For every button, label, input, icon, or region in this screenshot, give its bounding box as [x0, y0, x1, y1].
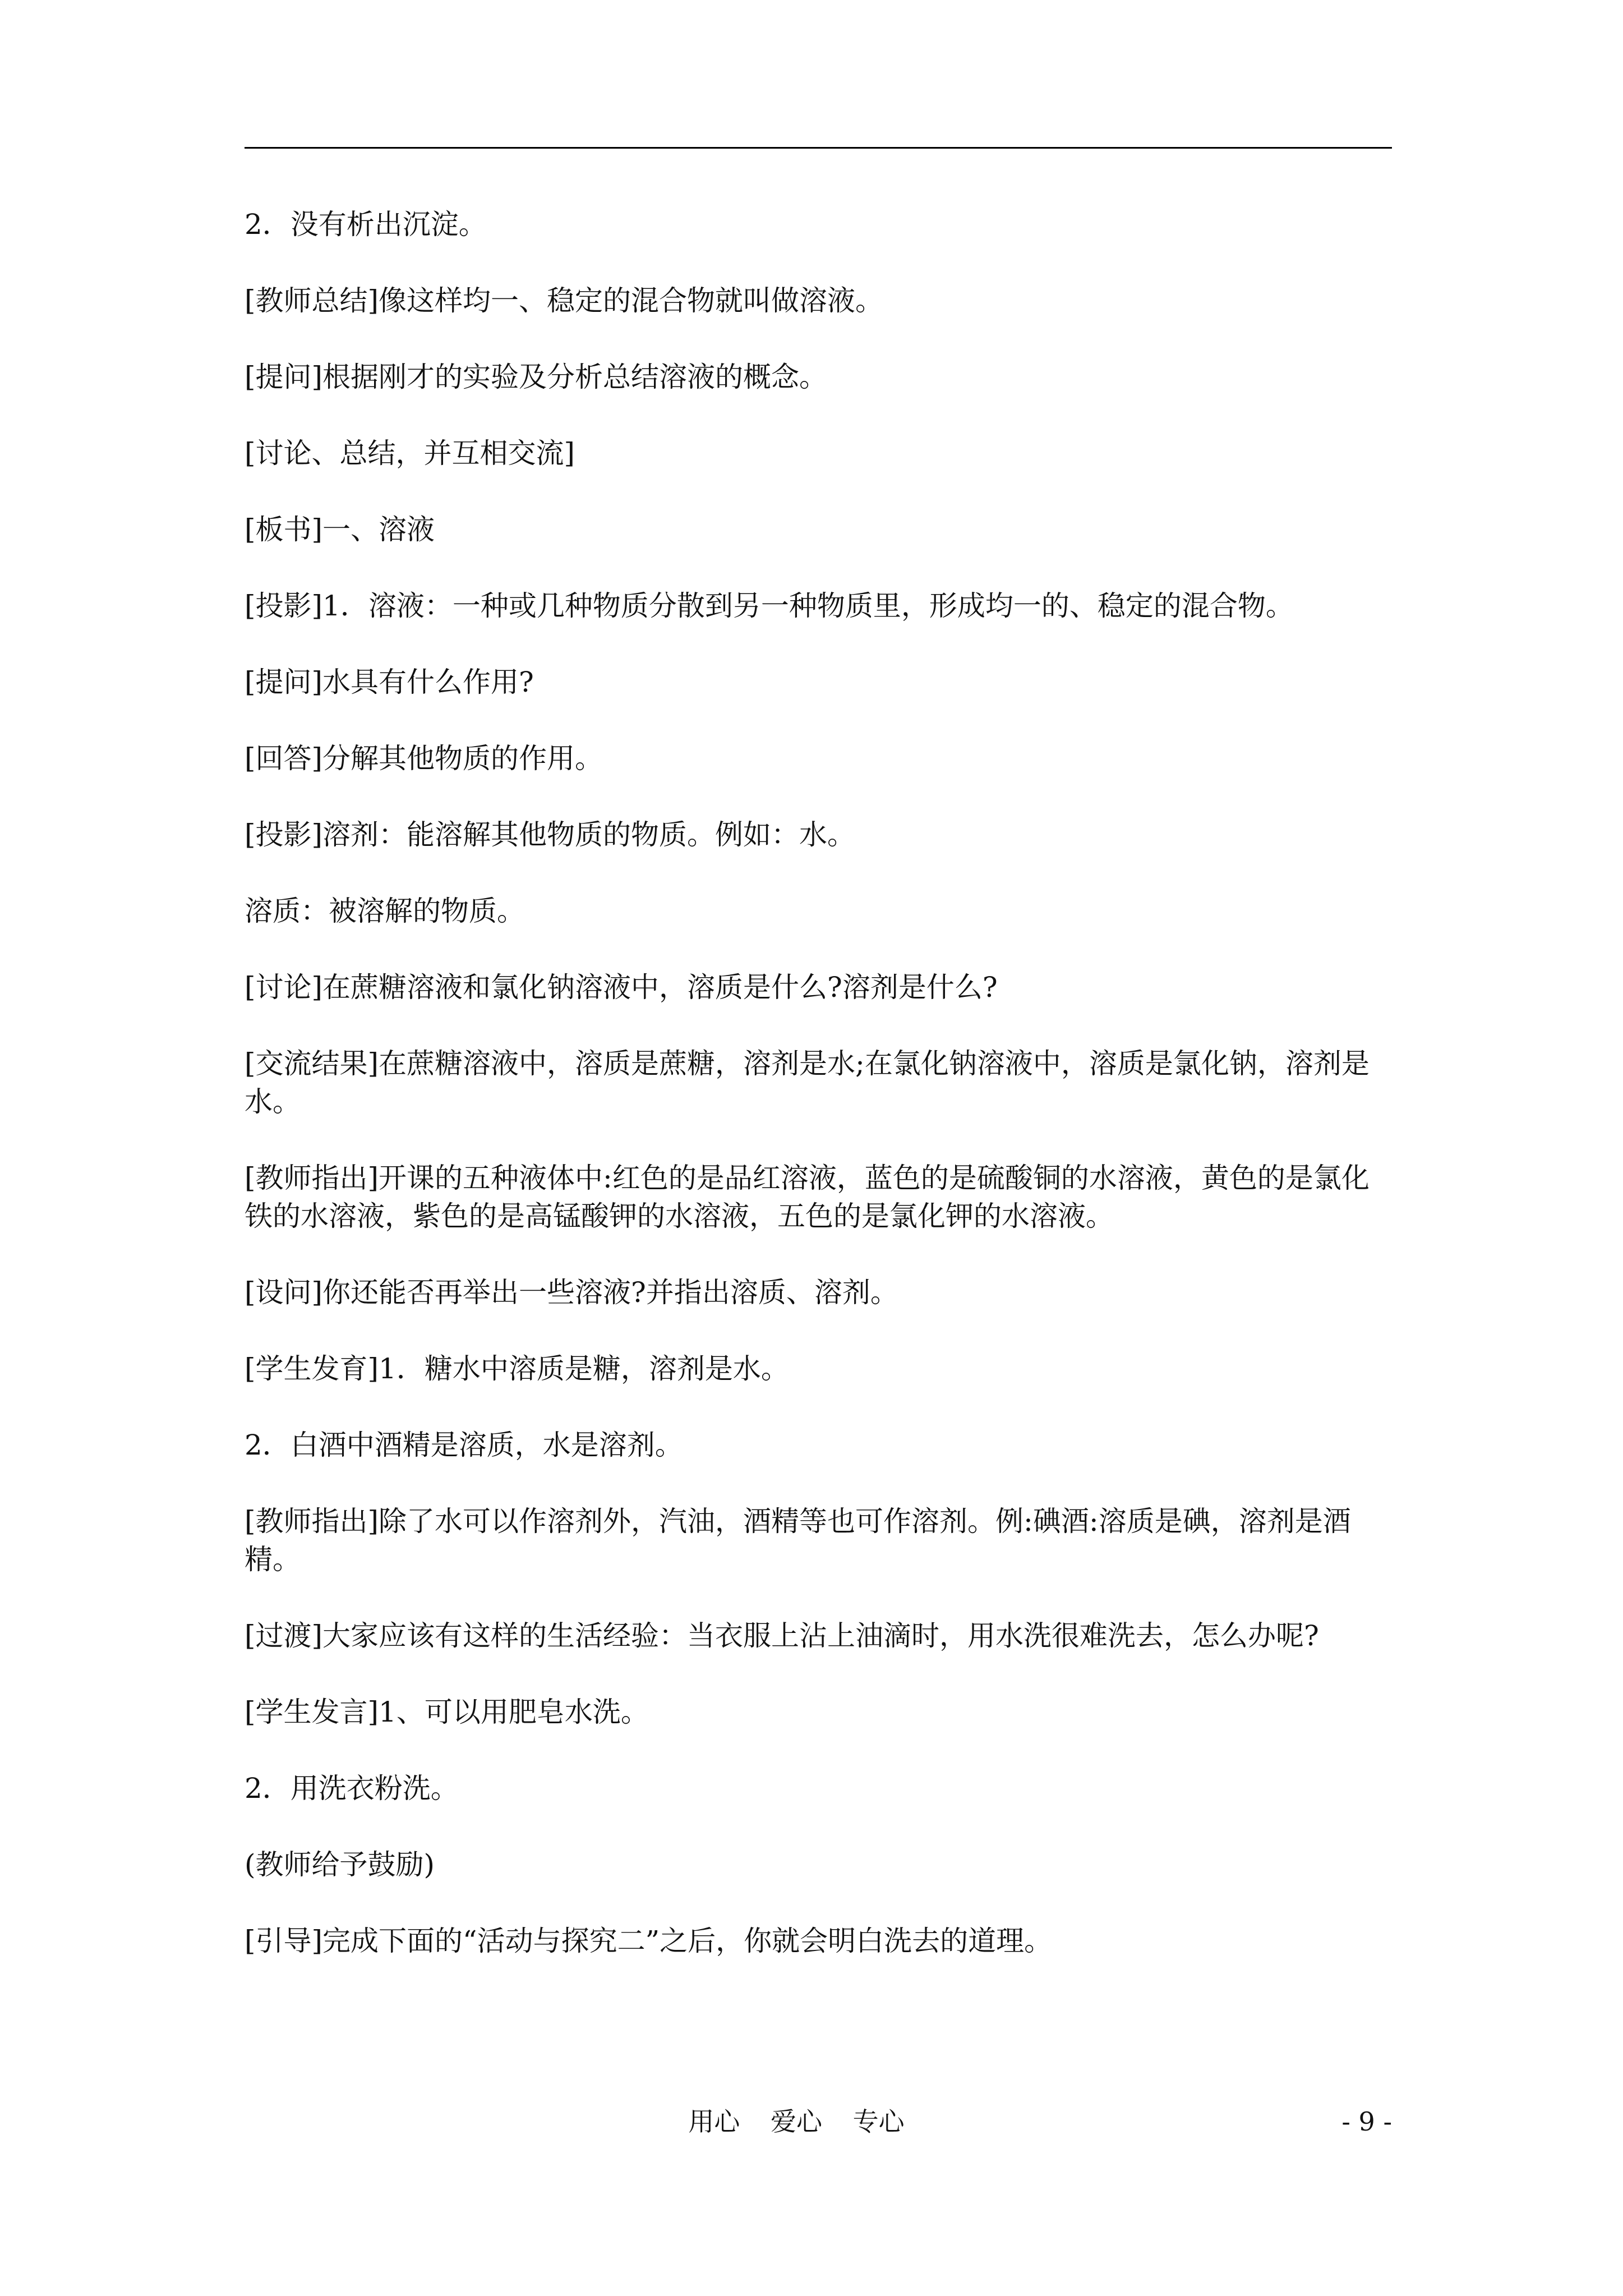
paragraph: 2．没有析出沉淀。	[245, 208, 487, 241]
paragraph: [过渡]大家应该有这样的生活经验：当衣服上沾上油滴时，用水洗很难洗去，怎么办呢?	[245, 1619, 1319, 1652]
paragraph: [投影]溶剂：能溶解其他物质的物质。例如：水。	[245, 818, 856, 851]
paragraph: [设问]你还能否再举出一些溶液?并指出溶质、溶剂。	[245, 1276, 898, 1309]
paragraph: [教师总结]像这样均一、稳定的混合物就叫做溶液。	[245, 284, 884, 317]
paragraph: [引导]完成下面的“活动与探究二”之后，你就会明白洗去的道理。	[245, 1925, 1053, 1957]
footer-motto: 用心 爱心 专心	[688, 2106, 905, 2137]
paragraph: 2．用洗衣粉洗。	[245, 1772, 459, 1805]
paragraph: 溶质：被溶解的物质。	[245, 895, 525, 927]
paragraph: [学生发育]1．糖水中溶质是糖，溶剂是水。	[245, 1352, 789, 1385]
paragraph: [回答]分解其他物质的作用。	[245, 742, 603, 775]
paragraph: [投影]1．溶液：一种或几种物质分散到另一种物质里，形成均一的、稳定的混合物。	[245, 590, 1294, 622]
paragraph: [学生发言]1、可以用肥皂水洗。	[245, 1696, 649, 1728]
paragraph: 2．白酒中酒精是溶质，水是溶剂。	[245, 1429, 683, 1461]
page-number: - 9 -	[1341, 2106, 1392, 2137]
header-rule	[245, 147, 1392, 149]
body-text	[245, 205, 1392, 1960]
paragraph: [讨论]在蔗糖溶液和氯化钠溶液中，溶质是什么?溶剂是什么?	[245, 971, 998, 1004]
paragraph: [提问]水具有什么作用?	[245, 666, 534, 698]
paragraph: [提问]根据刚才的实验及分析总结溶液的概念。	[245, 361, 828, 393]
paragraph: [教师指出]除了水可以作溶剂外，汽油，酒精等也可作溶剂。例:碘酒:溶质是碘，溶剂是酒精。	[245, 1505, 1351, 1576]
paragraph: [讨论、总结，并互相交流]	[245, 437, 575, 470]
paragraph: (教师给予鼓励)	[245, 1848, 435, 1881]
paragraph: [教师指出]开课的五种液体中:红色的是品红溶液，蓝色的是硫酸铜的水溶液，黄色的是氯化铁的水溶液，紫色的是高锰酸钾的水溶液，五色的是氯化钾的水溶液。	[245, 1162, 1370, 1232]
paragraph: [交流结果]在蔗糖溶液中，溶质是蔗糖，溶剂是水;在氯化钠溶液中，溶质是氯化钠，溶剂是水。	[245, 1047, 1370, 1118]
paragraph: [板书]一、溶液	[245, 513, 435, 546]
